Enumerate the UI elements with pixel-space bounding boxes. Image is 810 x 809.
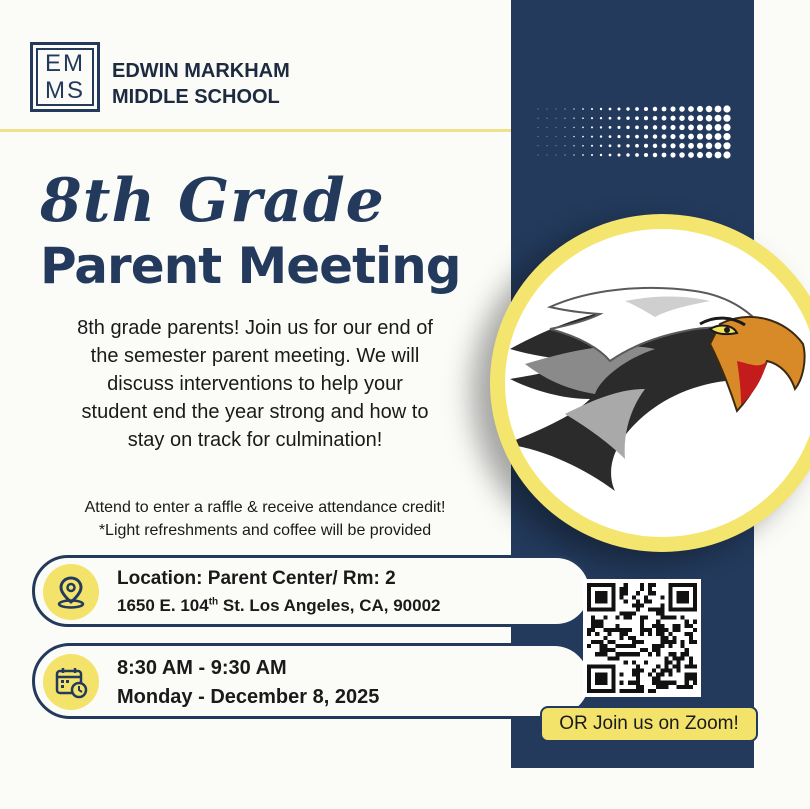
description-line: 8th grade parents! Join us for our end of (77, 317, 433, 339)
eagle-mascot-image (505, 229, 810, 537)
location-title: Location: Parent Center/ Rm: 2 (117, 568, 396, 589)
description (40, 314, 470, 454)
logo-line-1: EM (45, 50, 85, 77)
zoom-join-button[interactable]: OR Join us on Zoom! (540, 706, 758, 742)
meeting-time: 8:30 AM - 9:30 AM (117, 657, 287, 679)
school-name-line-2: MIDDLE SCHOOL (112, 86, 280, 108)
address-number: 1650 E. 104 (117, 596, 209, 615)
school-name-line-1: EDWIN MARKHAM (112, 60, 290, 82)
school-name (112, 58, 290, 110)
raffle-note (40, 496, 490, 542)
header-divider (0, 129, 511, 132)
address-ordinal: th (208, 596, 219, 608)
location-pin-icon (43, 564, 99, 620)
zoom-qr-code[interactable] (583, 579, 701, 697)
description-line: student end the year strong and how to (81, 401, 429, 423)
school-logo (30, 42, 100, 112)
description-line: discuss interventions to help your (107, 373, 403, 395)
refreshments-line: *Light refreshments and coffee will be provided (98, 522, 432, 539)
page-title: Parent Meeting (40, 237, 461, 295)
location-card (32, 555, 592, 627)
title-script: 8th Grade (40, 166, 385, 236)
meeting-date: Monday - December 8, 2025 (117, 686, 380, 708)
dot-pattern (532, 104, 732, 160)
logo-line-2: MS (45, 77, 85, 104)
address-rest: St. Los Angeles, CA, 90002 (218, 596, 441, 615)
eagle-icon (505, 229, 810, 537)
description-line: stay on track for culmination! (127, 429, 383, 451)
time-card (32, 643, 592, 719)
calendar-clock-icon (43, 654, 99, 710)
location-address (117, 596, 441, 616)
raffle-line: Attend to enter a raffle & receive attendance credit! (84, 499, 446, 516)
description-line: the semester parent meeting. We will (90, 345, 420, 367)
